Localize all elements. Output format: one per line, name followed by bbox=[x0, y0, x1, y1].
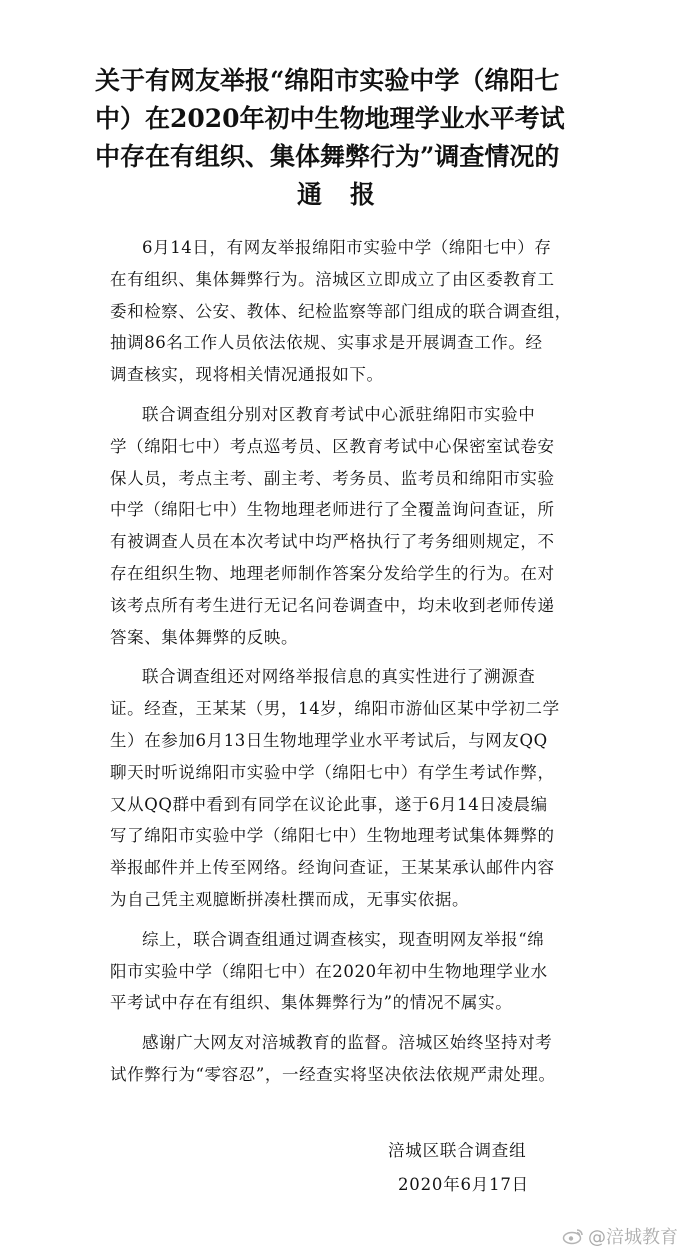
text-line: 中学（绵阳七中）生物地理老师进行了全覆盖询问查证，所 bbox=[110, 500, 555, 520]
document-body bbox=[110, 232, 600, 1091]
text-line: 答案、集体舞弊的反映。 bbox=[110, 627, 299, 647]
text-line: 保人员，考点主考、副主考、考务员、监考员和绵阳市实验 bbox=[110, 468, 555, 488]
weibo-watermark bbox=[562, 1223, 678, 1249]
text-line: 感谢广大网友对涪城教育的监督。涪城区始终坚持对考 bbox=[142, 1033, 553, 1053]
weibo-icon bbox=[562, 1227, 584, 1245]
signature-date: 2020年6月17日 bbox=[398, 1175, 529, 1194]
text-line: 联合调查组分别对区教育考试中心派驻绵阳市实验中 bbox=[142, 404, 536, 424]
text-line: 生）在参加6月13日生物地理学业水平考试后，与网友QQ bbox=[110, 730, 548, 750]
text-line: 证。经查，王某某（男，14岁，绵阳市游仙区某中学初二学 bbox=[110, 699, 560, 719]
text-line: 有被调查人员在本次考试中均严格执行了考务细则规定，不 bbox=[110, 532, 555, 552]
text-line: 写了绵阳市实验中学（绵阳七中）生物地理考试集体舞弊的 bbox=[110, 826, 555, 846]
title-line-3: 中存在有组织、集体舞弊行为”调查情况的 bbox=[95, 142, 560, 171]
text-line: 该考点所有考生进行无记名问卷调查中，均未收到老师传递 bbox=[110, 595, 555, 615]
text-line: 存在组织生物、地理老师制作答案分发给学生的行为。在对 bbox=[110, 563, 555, 583]
text-line: 在有组织、集体舞弊行为。涪城区立即成立了由区委教育工 bbox=[110, 269, 555, 289]
text-line: 试作弊行为“零容忍”，一经查实将坚决依法依规严肃处理。 bbox=[110, 1064, 556, 1084]
paragraph-5 bbox=[110, 1027, 600, 1091]
title-line-1: 关于有网友举报“绵阳市实验中学（绵阳七 bbox=[95, 66, 560, 95]
text-line: 6月14日，有网友举报绵阳市实验中学（绵阳七中）存 bbox=[142, 238, 552, 257]
document-title bbox=[95, 62, 605, 214]
text-line: 联合调查组还对网络举报信息的真实性进行了溯源查 bbox=[142, 667, 536, 687]
signature-block bbox=[388, 1134, 588, 1202]
text-line: 平考试中存在有组织、集体舞弊行为”的情况不属实。 bbox=[110, 993, 513, 1013]
text-line: 举报邮件并上传至网络。经询问查证，王某某承认邮件内容 bbox=[110, 858, 555, 878]
paragraph-2 bbox=[110, 399, 600, 653]
text-line: 阳市实验中学（绵阳七中）在2020年初中生物地理学业水 bbox=[110, 961, 548, 981]
paragraph-1 bbox=[110, 232, 600, 391]
text-line: 为自己凭主观臆断拼凑杜撰而成，无事实依据。 bbox=[110, 889, 470, 909]
watermark-text: @涪城教育 bbox=[588, 1227, 678, 1248]
title-line-2: 中）在2020年初中生物地理学业水平考试 bbox=[95, 104, 565, 133]
text-line: 调查核实，现将相关情况通报如下。 bbox=[110, 365, 384, 385]
paragraph-3 bbox=[110, 661, 600, 915]
text-line: 委和检察、公安、教体、纪检监察等部门组成的联合调查组， bbox=[110, 301, 572, 321]
signature-org: 涪城区联合调查组 bbox=[388, 1141, 527, 1160]
paragraph-4 bbox=[110, 924, 600, 1019]
text-line: 聊天时听说绵阳市实验中学（绵阳七中）有学生考试作弊， bbox=[110, 762, 555, 782]
text-line: 综上，联合调查组通过调查核实，现查明网友举报“绵 bbox=[142, 929, 545, 949]
title-line-4: 通报 bbox=[296, 180, 403, 209]
text-line: 又从QQ群中看到有同学在议论此事，遂于6月14日凌晨编 bbox=[110, 794, 548, 814]
text-line: 抽调86名工作人员依法依规、实事求是开展调查工作。经 bbox=[110, 333, 543, 353]
text-line: 学（绵阳七中）考点巡考员、区教育考试中心保密室试卷安 bbox=[110, 436, 555, 456]
